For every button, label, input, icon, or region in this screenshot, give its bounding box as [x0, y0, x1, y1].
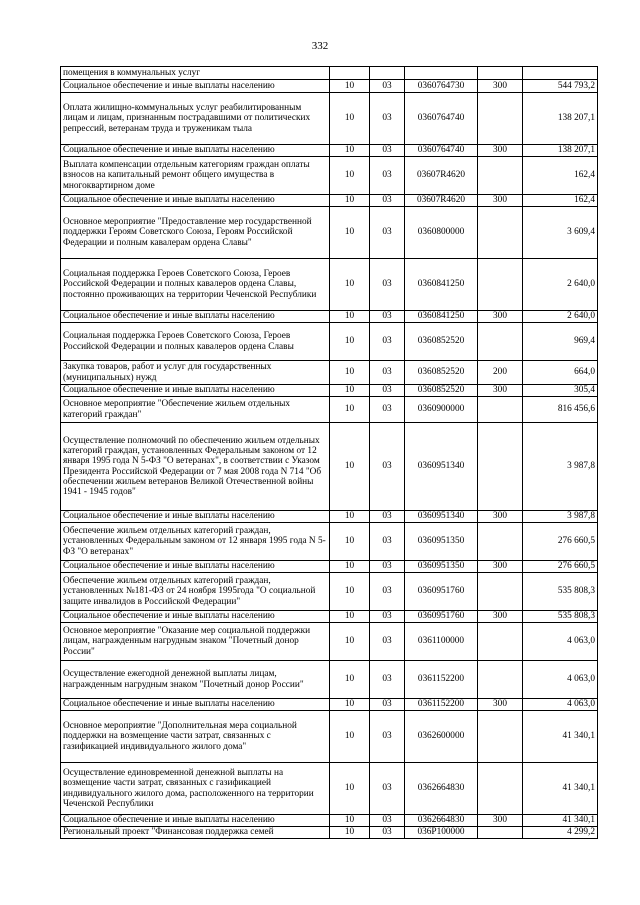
- cell-name: помещения в коммунальных услуг: [61, 67, 330, 80]
- table-row: [61, 93, 598, 145]
- cell-vr: 300: [478, 511, 523, 523]
- cell-rz: 10: [330, 611, 370, 623]
- table-row: [61, 311, 598, 323]
- cell-vr: 300: [478, 385, 523, 397]
- cell-pr: 03: [370, 699, 405, 711]
- cell-name: Оплата жилищно-коммунальных услуг реабилитированным лицам и лицам, признанным пострадавшими от политических репрессий, ветеранам труда и труженикам тыла: [61, 93, 330, 145]
- cell-rz: 10: [330, 423, 370, 511]
- cell-pr: 03: [370, 573, 405, 611]
- cell-csr: [405, 67, 478, 80]
- cell-pr: 03: [370, 561, 405, 573]
- cell-name: Обеспечение жильем отдельных категорий граждан, установленных №181-ФЗ от 24 ноября 1995года "О социальной защите инвалидов в Российской Федерации": [61, 573, 330, 611]
- cell-vr: [478, 711, 523, 763]
- table-row: [61, 361, 598, 385]
- cell-name: Осуществление полномочий по обеспечению жильем отдельных категорий граждан, установленных Федеральным законом от 12 января 1995 года N 5-ФЗ "О ветеранах", в соответствии с Указом Президента Российской Федерации от 7 мая 2008 года N 714 "Об обеспечении жильем ветеранов Великой Отечественной войны 1941 - 1945 годов": [61, 423, 330, 511]
- cell-sum: 969,4: [523, 323, 598, 361]
- cell-name: Выплата компенсации отдельным категориям граждан оплаты взносов на капитальный ремонт общего имущества в многоквартирном доме: [61, 157, 330, 195]
- cell-csr: 036P100000: [405, 827, 478, 839]
- cell-name: Социальное обеспечение и иные выплаты населению: [61, 699, 330, 711]
- cell-rz: 10: [330, 827, 370, 839]
- cell-sum: 4 299,2: [523, 827, 598, 839]
- cell-vr: 300: [478, 815, 523, 827]
- cell-sum: 4 063,0: [523, 661, 598, 699]
- cell-pr: 03: [370, 523, 405, 561]
- cell-pr: 03: [370, 93, 405, 145]
- cell-pr: 03: [370, 195, 405, 207]
- table-row: [61, 80, 598, 93]
- cell-sum: 162,4: [523, 157, 598, 195]
- cell-pr: 03: [370, 827, 405, 839]
- cell-rz: 10: [330, 661, 370, 699]
- cell-sum: 276 660,5: [523, 561, 598, 573]
- cell-name: Социальная поддержка Героев Советского Союза, Героев Российской Федерации и полных кавалеров ордена Славы, постоянно проживающих на территории Чеченской Республики: [61, 259, 330, 311]
- cell-pr: 03: [370, 323, 405, 361]
- cell-pr: 03: [370, 145, 405, 157]
- cell-csr: 0360764740: [405, 145, 478, 157]
- cell-rz: 10: [330, 80, 370, 93]
- cell-pr: 03: [370, 423, 405, 511]
- cell-rz: 10: [330, 699, 370, 711]
- cell-vr: [478, 259, 523, 311]
- cell-csr: 0361152200: [405, 661, 478, 699]
- cell-sum: 2 640,0: [523, 311, 598, 323]
- table-row: [61, 561, 598, 573]
- cell-vr: 200: [478, 361, 523, 385]
- cell-rz: 10: [330, 561, 370, 573]
- cell-rz: 10: [330, 815, 370, 827]
- cell-vr: [478, 827, 523, 839]
- cell-csr: 0360764740: [405, 93, 478, 145]
- cell-csr: 0362664830: [405, 815, 478, 827]
- cell-csr: 0360951340: [405, 423, 478, 511]
- cell-vr: 300: [478, 561, 523, 573]
- table-row: [61, 661, 598, 699]
- cell-vr: [478, 573, 523, 611]
- cell-csr: 0360800000: [405, 207, 478, 259]
- cell-name: Социальное обеспечение и иные выплаты населению: [61, 511, 330, 523]
- table-body: [61, 67, 598, 839]
- cell-sum: 535 808,3: [523, 573, 598, 611]
- cell-name: Социальное обеспечение и иные выплаты населению: [61, 561, 330, 573]
- cell-sum: 3 987,8: [523, 511, 598, 523]
- cell-csr: 03607R4620: [405, 157, 478, 195]
- cell-name: Социальное обеспечение и иные выплаты населению: [61, 80, 330, 93]
- cell-name: Основное мероприятие "Оказание мер социальной поддержки лицам, награжденным нагрудным знаком "Почетный донор России": [61, 623, 330, 661]
- cell-rz: 10: [330, 311, 370, 323]
- cell-vr: 300: [478, 699, 523, 711]
- cell-sum: 41 340,1: [523, 815, 598, 827]
- cell-csr: 0360852520: [405, 385, 478, 397]
- cell-rz: 10: [330, 195, 370, 207]
- cell-name: Социальное обеспечение и иные выплаты населению: [61, 815, 330, 827]
- cell-csr: 0360951350: [405, 561, 478, 573]
- table-row: [61, 711, 598, 763]
- cell-pr: 03: [370, 207, 405, 259]
- cell-vr: [478, 661, 523, 699]
- table-row: [61, 195, 598, 207]
- cell-vr: [478, 423, 523, 511]
- cell-sum: [523, 67, 598, 80]
- cell-sum: 535 808,3: [523, 611, 598, 623]
- cell-csr: 0360841250: [405, 259, 478, 311]
- cell-name: Основное мероприятие "Предоставление мер государственной поддержки Героям Советского Союза, Героям Российской Федерации и полным кавалерам ордена Славы": [61, 207, 330, 259]
- cell-pr: 03: [370, 157, 405, 195]
- cell-vr: 300: [478, 311, 523, 323]
- cell-rz: 10: [330, 573, 370, 611]
- table-row: [61, 511, 598, 523]
- cell-sum: 544 793,2: [523, 80, 598, 93]
- table-row: [61, 259, 598, 311]
- cell-rz: 10: [330, 763, 370, 815]
- cell-name: Социальное обеспечение и иные выплаты населению: [61, 385, 330, 397]
- cell-sum: 2 640,0: [523, 259, 598, 311]
- cell-rz: 10: [330, 623, 370, 661]
- table-row: [61, 573, 598, 611]
- cell-sum: 276 660,5: [523, 523, 598, 561]
- cell-csr: 0360900000: [405, 397, 478, 423]
- cell-vr: [478, 623, 523, 661]
- table-row: [61, 207, 598, 259]
- cell-rz: 10: [330, 323, 370, 361]
- table-row: [61, 397, 598, 423]
- cell-csr: 0360841250: [405, 311, 478, 323]
- cell-name: Социальная поддержка Героев Советского Союза, Героев Российской Федерации и полных кавалеров ордена Славы: [61, 323, 330, 361]
- cell-pr: 03: [370, 80, 405, 93]
- cell-rz: 10: [330, 157, 370, 195]
- cell-csr: 0360852520: [405, 361, 478, 385]
- table-row: [61, 67, 598, 80]
- cell-vr: [478, 93, 523, 145]
- cell-csr: 0360951350: [405, 523, 478, 561]
- cell-pr: 03: [370, 763, 405, 815]
- cell-sum: 138 207,1: [523, 145, 598, 157]
- cell-csr: 0361152200: [405, 699, 478, 711]
- cell-name: Осуществление ежегодной денежной выплаты лицам, награжденным нагрудным знаком "Почетный донор России": [61, 661, 330, 699]
- cell-name: Основное мероприятие "Обеспечение жильем отдельных категорий граждан": [61, 397, 330, 423]
- cell-vr: 300: [478, 80, 523, 93]
- cell-pr: [370, 67, 405, 80]
- cell-name: Социальное обеспечение и иные выплаты населению: [61, 145, 330, 157]
- cell-sum: 4 063,0: [523, 623, 598, 661]
- cell-csr: 0360852520: [405, 323, 478, 361]
- table-row: [61, 699, 598, 711]
- cell-rz: 10: [330, 511, 370, 523]
- cell-rz: 10: [330, 523, 370, 561]
- cell-name: Социальное обеспечение и иные выплаты населению: [61, 311, 330, 323]
- cell-sum: 162,4: [523, 195, 598, 207]
- cell-sum: 4 063,0: [523, 699, 598, 711]
- cell-pr: 03: [370, 623, 405, 661]
- cell-sum: 41 340,1: [523, 763, 598, 815]
- table-row: [61, 523, 598, 561]
- cell-vr: [478, 67, 523, 80]
- table-row: [61, 323, 598, 361]
- cell-name: Социальное обеспечение и иные выплаты населению: [61, 195, 330, 207]
- cell-name: Закупка товаров, работ и услуг для государственных (муниципальных) нужд: [61, 361, 330, 385]
- cell-pr: 03: [370, 397, 405, 423]
- table-row: [61, 157, 598, 195]
- cell-sum: 3 987,8: [523, 423, 598, 511]
- cell-rz: 10: [330, 361, 370, 385]
- cell-name: Обеспечение жильем отдельных категорий граждан, установленных Федеральным законом от 12 января 1995 года N 5-ФЗ "О ветеранах": [61, 523, 330, 561]
- table-row: [61, 611, 598, 623]
- cell-sum: 816 456,6: [523, 397, 598, 423]
- cell-vr: 300: [478, 195, 523, 207]
- cell-sum: 664,0: [523, 361, 598, 385]
- cell-rz: 10: [330, 711, 370, 763]
- budget-table: [60, 66, 598, 839]
- cell-sum: 3 609,4: [523, 207, 598, 259]
- cell-csr: 0362664830: [405, 763, 478, 815]
- cell-pr: 03: [370, 385, 405, 397]
- cell-vr: [478, 523, 523, 561]
- cell-pr: 03: [370, 311, 405, 323]
- cell-pr: 03: [370, 661, 405, 699]
- cell-csr: 0360951760: [405, 573, 478, 611]
- cell-name: Региональный проект "Финансовая поддержка семей: [61, 827, 330, 839]
- cell-name: Осуществление единовременной денежной выплаты на возмещение части затрат, связанных с газификацией индивидуального жилого дома, расположенного на территории Чеченской Республики: [61, 763, 330, 815]
- table-row: [61, 423, 598, 511]
- table-row: [61, 145, 598, 157]
- cell-rz: 10: [330, 385, 370, 397]
- cell-vr: 300: [478, 145, 523, 157]
- cell-csr: 0360764730: [405, 80, 478, 93]
- table-row: [61, 623, 598, 661]
- cell-vr: [478, 323, 523, 361]
- cell-csr: 0360951340: [405, 511, 478, 523]
- cell-name: Социальное обеспечение и иные выплаты населению: [61, 611, 330, 623]
- cell-sum: 305,4: [523, 385, 598, 397]
- cell-pr: 03: [370, 361, 405, 385]
- cell-pr: 03: [370, 611, 405, 623]
- cell-vr: [478, 763, 523, 815]
- cell-sum: 41 340,1: [523, 711, 598, 763]
- table-row: [61, 385, 598, 397]
- cell-rz: 10: [330, 397, 370, 423]
- cell-rz: 10: [330, 93, 370, 145]
- cell-vr: [478, 207, 523, 259]
- table-row: [61, 815, 598, 827]
- table-row: [61, 827, 598, 839]
- cell-rz: 10: [330, 259, 370, 311]
- cell-rz: 10: [330, 145, 370, 157]
- cell-sum: 138 207,1: [523, 93, 598, 145]
- cell-pr: 03: [370, 711, 405, 763]
- page-number: 332: [311, 40, 329, 52]
- cell-csr: 0360951760: [405, 611, 478, 623]
- cell-csr: 0362600000: [405, 711, 478, 763]
- cell-csr: 03607R4620: [405, 195, 478, 207]
- cell-pr: 03: [370, 815, 405, 827]
- cell-pr: 03: [370, 511, 405, 523]
- cell-name: Основное мероприятие "Дополнительная мера социальной поддержки на возмещение части затрат, связанных с газификацией индивидуального жилого дома": [61, 711, 330, 763]
- table-row: [61, 763, 598, 815]
- cell-vr: [478, 397, 523, 423]
- cell-vr: [478, 157, 523, 195]
- cell-pr: 03: [370, 259, 405, 311]
- cell-rz: [330, 67, 370, 80]
- cell-vr: 300: [478, 611, 523, 623]
- cell-rz: 10: [330, 207, 370, 259]
- cell-csr: 0361100000: [405, 623, 478, 661]
